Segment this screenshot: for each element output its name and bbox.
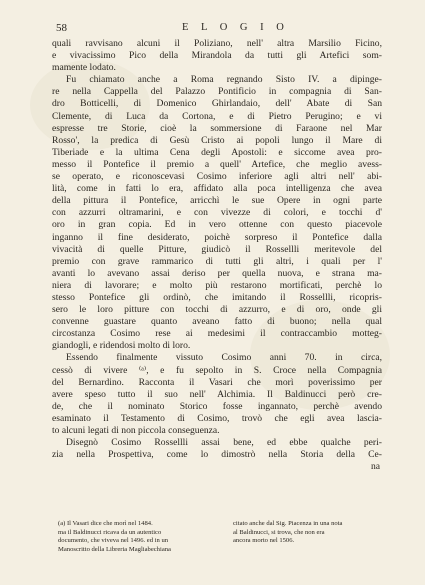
footnote-line: ancora morto nel 1506. bbox=[233, 537, 295, 545]
page-header bbox=[52, 22, 382, 36]
text-line: vivacità di quelle Pitture, giudicò il Rossellli meritevole del bbox=[52, 243, 382, 255]
footnote-line: ma il Baldinucci ricava da un autentico bbox=[58, 528, 162, 536]
text-line: re nella Cappella del Palazzo Pontificio in compagnia di San- bbox=[52, 86, 382, 98]
footnote-right-column bbox=[233, 520, 393, 546]
text-line: Fu chiamato anche a Roma regnando Sisto IV. a dipinge- bbox=[66, 74, 382, 86]
text-line: Clemente, di Luca da Cortona, e di Pietro Perugino; e vi bbox=[52, 110, 382, 122]
text-line: Tiberiade e la ultima Cena degli Apostoli: e siccome avea pro- bbox=[52, 146, 382, 158]
text-line: Essendo finalmente vissuto Cosimo anni 70. in circa, bbox=[66, 352, 382, 364]
page-number: 58 bbox=[56, 22, 67, 34]
text-line: convenne guastare quanto aveano fatto di buono; nella qual bbox=[52, 316, 382, 328]
text-line: con azzurri oltramarini, e con vivezze di colori, e tocchi d' bbox=[52, 207, 382, 219]
text-line: avere speso tutto il suo nell' Alchimia. Il Baldinucci però cre- bbox=[52, 388, 382, 400]
footnote-line: documento, che viveva nel 1496. ed in un bbox=[58, 537, 169, 545]
text-line: messo il Pontefice il premio a quell' Artefice, che meglio avess- bbox=[52, 158, 382, 170]
text-line: lità, come in fatti lo era, affidato alla poca intelligenza che avea bbox=[52, 183, 382, 195]
footnote-line: al Baldinucci, si trova, che non era bbox=[233, 528, 325, 536]
text-line: avanti lo avevano assai deriso per quella nuova, e strana ma- bbox=[52, 267, 382, 279]
text-line: espresse tre Storie, cioè la sommersione di Faraone nel Mar bbox=[52, 122, 382, 134]
text-line: zia nella Prospettiva, come lo dimostrò nella Storia della Ce- bbox=[52, 449, 382, 461]
footnote-left-column bbox=[58, 520, 218, 554]
text-line: na bbox=[370, 461, 380, 473]
text-line: della pittura il Pontefice, arricchì le sue Opere in ogni parte bbox=[52, 195, 382, 207]
text-line: niera di lavorare; e molto più restarono mortificati, perchè lo bbox=[52, 279, 382, 291]
text-line: sero le loro pitture con tocchi di azzurro, e di oro, onde gli bbox=[52, 304, 382, 316]
text-line: dro Botticelli, di Domenico Ghirlandaio, dell' Abate di San bbox=[52, 98, 382, 110]
body-text bbox=[52, 38, 382, 473]
text-line: quali ravvisano alcuni il Poliziano, nell' altra Marsilio Ficino, bbox=[52, 38, 382, 49]
footnote-line: citato anche dal Sig. Piacenza in una nota bbox=[233, 520, 343, 527]
text-line: cessò di vivere ⁽ᵃ⁾, e fu sepolto in S. Croce nella Compagnia bbox=[52, 364, 382, 376]
text-line: Rosso', la predica di Gesù Cristo ai popoli lungo il Mare di bbox=[52, 134, 382, 146]
text-line: esaminato il Testamento di Cosimo, trovò che egli avea lascia- bbox=[52, 412, 382, 424]
text-line: giandogli, e ridendosi molto di loro. bbox=[52, 340, 191, 352]
running-title: E L O G I O bbox=[182, 22, 289, 33]
text-line: mamente lodato. bbox=[52, 62, 116, 74]
text-line: e vivacissimo Pico della Mirandola da tutti gli Artefici som- bbox=[52, 50, 382, 62]
text-line: inganno il fine desiderato, poichè sorpreso il Pontefice dalla bbox=[52, 231, 382, 243]
text-line: se operato, e riconoscevasi Cosimo inferiore agli altri nell' abi- bbox=[52, 171, 382, 183]
text-line: oro in gran copia. Ed in vero ottenne con questo piacevole bbox=[52, 219, 382, 231]
text-line: premio con grave rammarico di tutti gli altri, i quali per l' bbox=[52, 255, 382, 267]
footnote-line: (a) Il Vasari dice che morì nel 1484. bbox=[58, 520, 153, 527]
footnote-line: Manoscritto della Libreria Magliabechiana bbox=[58, 545, 171, 553]
book-page bbox=[52, 22, 382, 473]
text-line: de, che il nominato Storico fosse ingannato, perchè avendo bbox=[52, 400, 382, 412]
text-line: Disegnò Cosimo Rossellli assai bene, ed ebbe qualche peri- bbox=[66, 437, 382, 449]
text-line: stesso Pontefice gli ordinò, che imitando il Rossellli, ricopris- bbox=[52, 291, 382, 303]
text-line: del Bernardino. Racconta il Vasari che morì poverissimo per bbox=[52, 376, 382, 388]
text-line: circostanza Cosimo rese ai medesimi il contraccambio motteg- bbox=[52, 328, 382, 340]
text-line: to alcuni legati di non piccola conseguenza. bbox=[52, 425, 220, 436]
